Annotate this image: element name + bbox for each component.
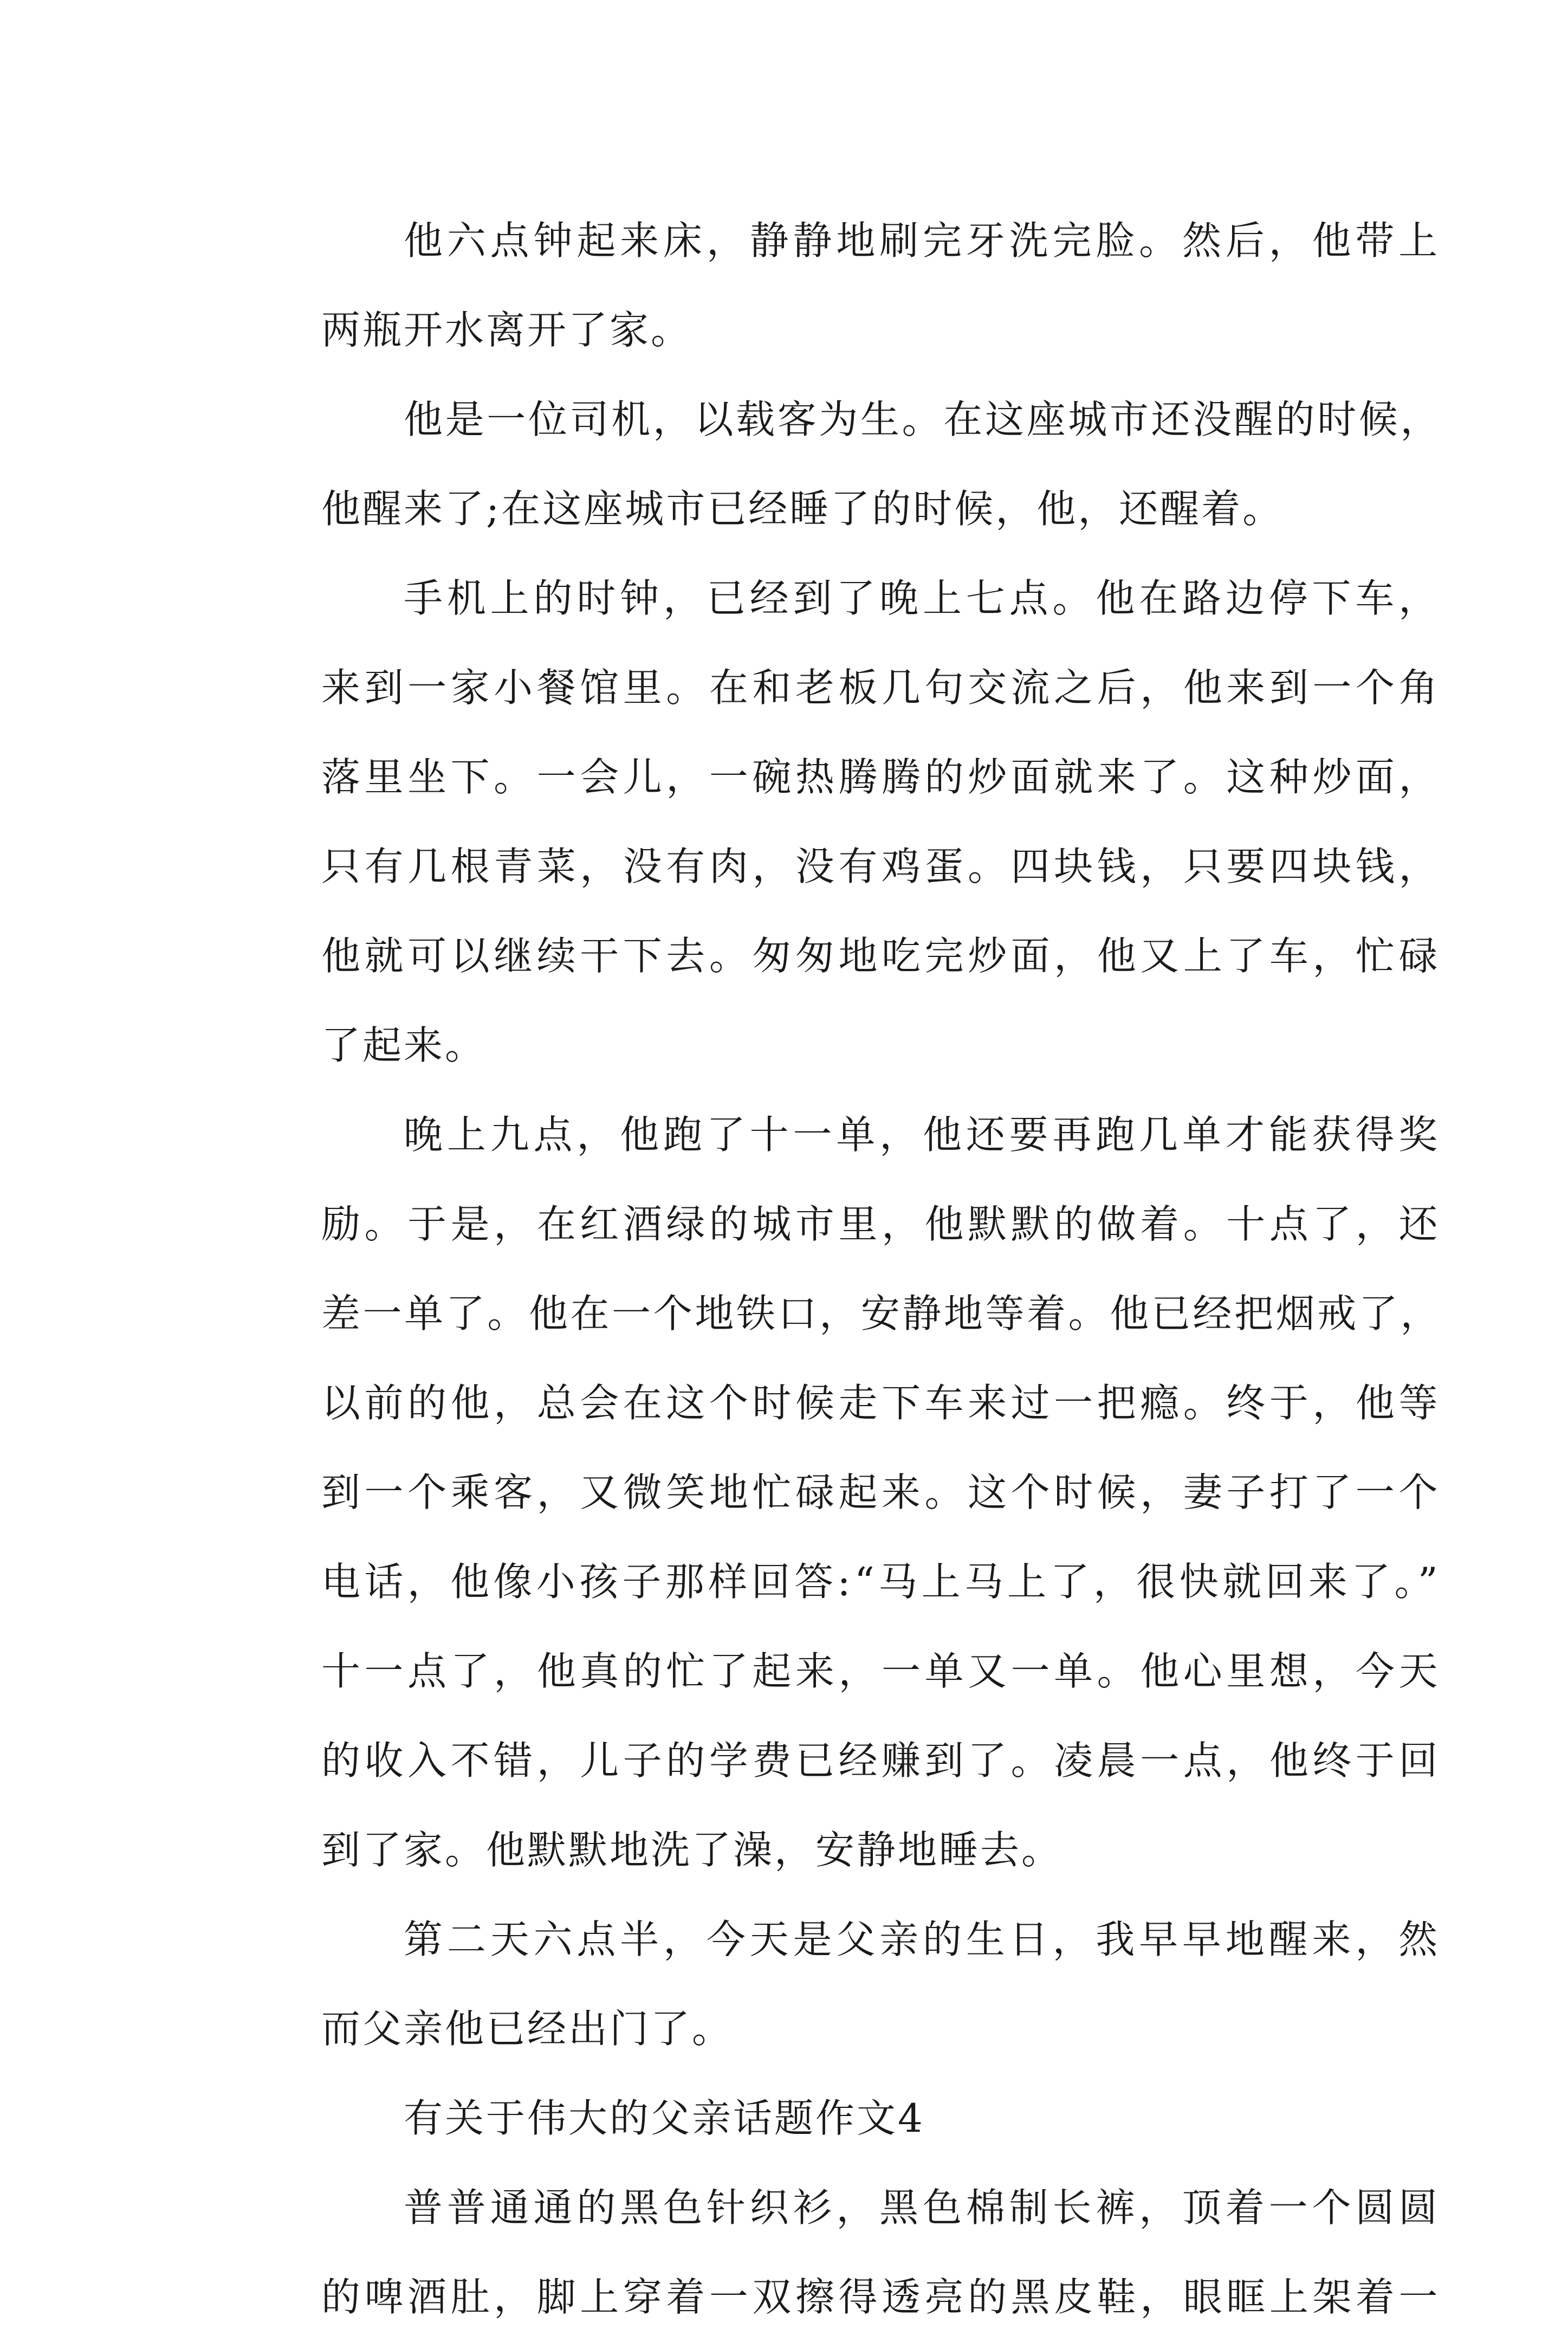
text-line: 只有几根青菜，没有肉，没有鸡蛋。四块钱，只要四块钱，: [321, 844, 1442, 889]
text-line: 以前的他，总会在这个时候走下车来过一把瘾。终于，他等: [321, 1380, 1442, 1426]
section-heading: [239, 2074, 1359, 2163]
text-line: 十一点了，他真的忙了起来，一单又一单。他心里想，今天: [321, 1648, 1442, 1694]
text-line: 到了家。他默默地洗了澡，安静地睡去。: [321, 1827, 1063, 1873]
paragraph-1: [239, 196, 1442, 375]
text-line: 电话，他像小孩子那样回答:“马上马上了，很快就回来了。”: [321, 1559, 1442, 1605]
document-body: [239, 196, 1442, 2342]
text-line: 他就可以继续干下去。匆匆地吃完炒面，他又上了车，忙碌: [321, 933, 1442, 979]
text-line: 到一个乘客，又微笑地忙碌起来。这个时候，妻子打了一个: [321, 1470, 1442, 1515]
text-line: 励。于是，在红酒绿的城市里，他默默的做着。十点了，还: [321, 1201, 1442, 1247]
text-line: 的啤酒肚，脚上穿着一双擦得透亮的黑皮鞋，眼眶上架着一: [321, 2274, 1442, 2320]
text-line: 普普通通的黑色针织衫，黑色棉制长裤，顶着一个圆圆: [404, 2185, 1442, 2230]
text-line: 晚上九点，他跑了十一单，他还要再跑几单才能获得奖: [404, 1112, 1442, 1157]
text-line: 他是一位司机，以载客为生。在这座城市还没醒的时候，: [404, 397, 1442, 442]
heading-line: 有关于伟大的父亲话题作文4: [404, 2095, 925, 2141]
paragraph-5: [239, 1895, 1442, 2074]
paragraph-6: [239, 2163, 1442, 2342]
paragraph-3: [239, 554, 1442, 1090]
text-line: 差一单了。他在一个地铁口，安静地等着。他已经把烟戒了，: [321, 1291, 1442, 1336]
text-line: 手机上的时钟，已经到了晚上七点。他在路边停下车，: [404, 575, 1442, 621]
text-line: 落里坐下。一会儿，一碗热腾腾的炒面就来了。这种炒面，: [321, 754, 1442, 800]
text-line: 第二天六点半，今天是父亲的生日，我早早地醒来，然: [404, 1917, 1442, 1962]
text-line: 而父亲他已经出门了。: [321, 2006, 734, 2052]
text-line: 他醒来了;在这座城市已经睡了的时候，他，还醒着。: [321, 486, 1284, 532]
text-line: 两瓶开水离开了家。: [321, 307, 692, 353]
text-line: 的收入不错，儿子的学费已经赚到了。凌晨一点，他终于回: [321, 1738, 1442, 1783]
text-line: 他六点钟起来床，静静地刷完牙洗完脸。然后，他带上: [404, 218, 1442, 263]
text-line: 了起来。: [321, 1023, 487, 1068]
paragraph-4: [239, 1090, 1442, 1895]
paragraph-2: [239, 375, 1442, 554]
text-line: 来到一家小餐馆里。在和老板几句交流之后，他来到一个角: [321, 665, 1442, 710]
